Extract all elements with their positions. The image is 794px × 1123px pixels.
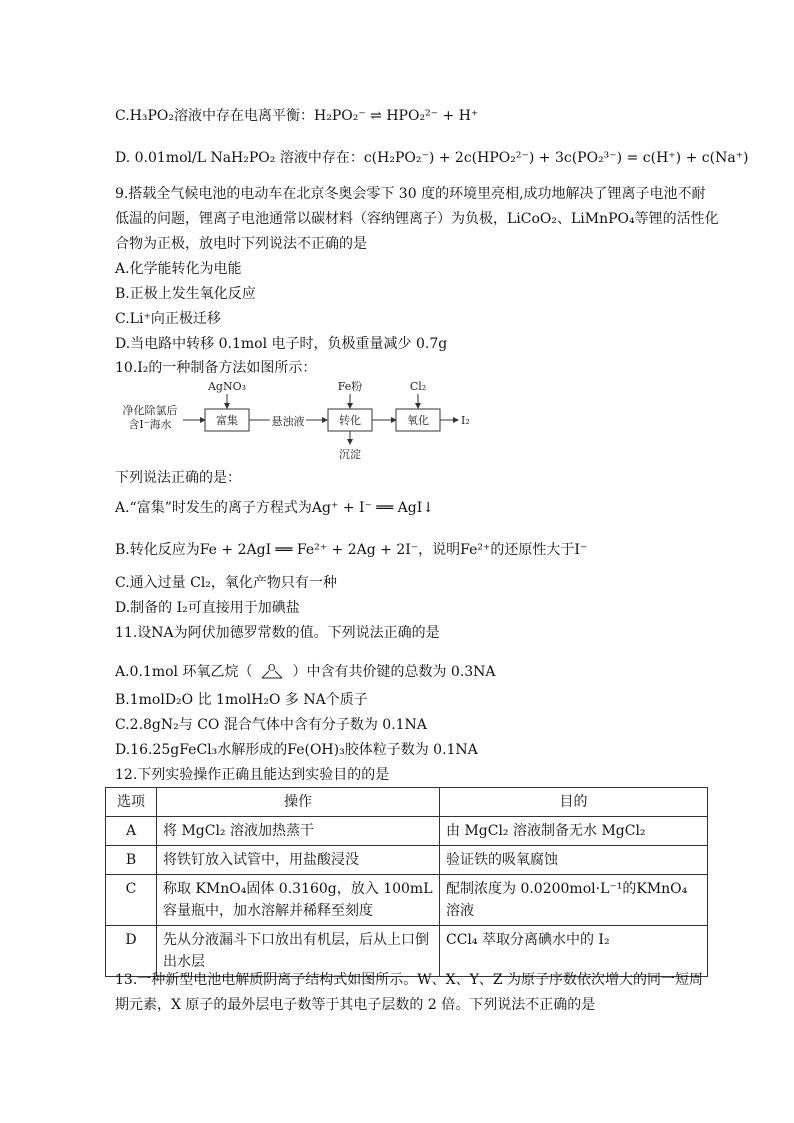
svg-text:O: O — [268, 664, 276, 674]
flow-output-label: I₂ — [461, 414, 470, 427]
flow-box-enrich-label: 富集 — [216, 414, 238, 427]
row-goal: 验证铁的吸氧腐蚀 — [440, 846, 708, 875]
row-goal: CCl₄ 萃取分离碘水中的 I₂ — [440, 926, 708, 977]
q10-option-a: A.“富集”时发生的离子方程式为Ag⁺ + I⁻ ══ AgI↓ — [115, 500, 434, 516]
q11-option-a — [115, 662, 496, 682]
q13-stem-line2: 期元素，X 原子的最外层电子数等于其电子层数的 2 倍。下列说法不正确的是 — [115, 997, 596, 1013]
row-option: A — [106, 817, 157, 846]
q9-option-a: A.化学能转化为电能 — [115, 261, 242, 277]
q10-option-b: B.转化反应为Fe + 2AgI ══ Fe²⁺ + 2Ag + 2I⁻，说明Fe²⁺的还原性大于I⁻ — [115, 542, 588, 558]
q8-option-c: C.H₃PO₂溶液中存在电离平衡：H₂PO₂⁻ ⇌ HPO₂²⁻ + H⁺ — [115, 108, 479, 124]
row-goal: 配制浓度为 0.0200mol·L⁻¹的KMnO₄溶液 — [440, 875, 708, 926]
iodine-process-diagram — [115, 374, 495, 464]
table-header-goal: 目的 — [440, 788, 708, 817]
table-row — [106, 846, 708, 875]
q9-stem-line1: 9.搭载全气候电池的电动车在北京冬奥会零下 30 度的环境里亮相,成功地解决了锂离子电池不耐 — [115, 186, 706, 202]
row-operation: 称取 KMnO₄固体 0.3160g，放入 100mL 容量瓶中，加水溶解并稀释至刻度 — [157, 875, 440, 926]
row-option: C — [106, 875, 157, 926]
flow-fe-label: Fe粉 — [337, 380, 363, 393]
epoxide-structure-icon — [252, 663, 292, 681]
q11-stem: 11.设NA为阿伏加德罗常数的值。下列说法正确的是 — [115, 625, 440, 641]
q8-option-d: D. 0.01mol/L NaH₂PO₂ 溶液中存在：c(H₂PO₂⁻) + 2c(HPO₂²⁻) + 3c(PO₂³⁻) = c(H⁺) + c(Na⁺) — [115, 150, 749, 166]
flow-agno3-label: AgNO₃ — [207, 380, 247, 393]
q12-stem: 12.下列实验操作正确且能达到实验目的的是 — [115, 767, 390, 783]
q9-option-c: C.Li⁺向正极迁移 — [115, 311, 221, 327]
table-row — [106, 817, 708, 846]
q9-stem-line3: 合物为正极，放电时下列说法不正确的是 — [115, 236, 367, 252]
flow-input-line1: 净化除氯后 — [122, 404, 178, 417]
row-operation: 先从分液漏斗下口放出有机层，后从上口倒出水层 — [157, 926, 440, 977]
flow-box-convert-label: 转化 — [339, 414, 361, 427]
row-option: D — [106, 926, 157, 977]
table-header-operation: 操作 — [157, 788, 440, 817]
q11-option-d: D.16.25gFeCl₃水解形成的Fe(OH)₃胶体粒子数为 0.1NA — [115, 742, 478, 758]
q11-option-a-part1: A.0.1mol 环氧乙烷（ — [115, 664, 253, 680]
flow-precip-label: 沉淀 — [339, 448, 361, 461]
flow-input-line2: 含I⁻海水 — [128, 418, 172, 431]
q9-option-b: B.正极上发生氧化反应 — [115, 286, 256, 302]
q11-option-a-part2: ）中含有共价键的总数为 0.3NA — [292, 664, 496, 680]
q10-option-c: C.通入过量 Cl₂，氧化产物只有一种 — [115, 575, 337, 591]
q10-option-d: D.制备的 I₂可直接用于加碘盐 — [115, 600, 300, 616]
flow-mid-label: 悬浊液 — [271, 415, 305, 428]
table-header-option: 选项 — [106, 788, 157, 817]
flow-cl2-label: Cl₂ — [409, 380, 427, 393]
table-row — [106, 926, 708, 977]
q13-stem-line1: 13.一种新型电池电解质阴离子结构式如图所示。W、X、Y、Z 为原子序数依次增大的同一短周 — [115, 972, 704, 988]
row-operation: 将铁钉放入试管中，用盐酸浸没 — [157, 846, 440, 875]
q9-stem-line2: 低温的问题，锂离子电池通常以碳材料（容纳锂离子）为负极，LiCoO₂、LiMnPO₄等锂的活性化 — [115, 211, 719, 227]
q11-option-b: B.1molD₂O 比 1molH₂O 多 NA个质子 — [115, 692, 368, 708]
table-header-row — [106, 788, 708, 817]
q11-option-c: C.2.8gN₂与 CO 混合气体中含有分子数为 0.1NA — [115, 717, 427, 733]
q10-stem: 10.I₂的一种制备方法如图所示： — [115, 360, 317, 376]
row-option: B — [106, 846, 157, 875]
q12-experiment-table — [105, 787, 708, 977]
row-goal: 由 MgCl₂ 溶液制备无水 MgCl₂ — [440, 817, 708, 846]
flow-box-oxidize-label: 氧化 — [407, 414, 429, 427]
q9-option-d: D.当电路中转移 0.1mol 电子时，负极重量减少 0.7g — [115, 336, 448, 352]
q10-ask: 下列说法正确的是： — [115, 470, 241, 486]
row-operation: 将 MgCl₂ 溶液加热蒸干 — [157, 817, 440, 846]
table-row — [106, 875, 708, 926]
